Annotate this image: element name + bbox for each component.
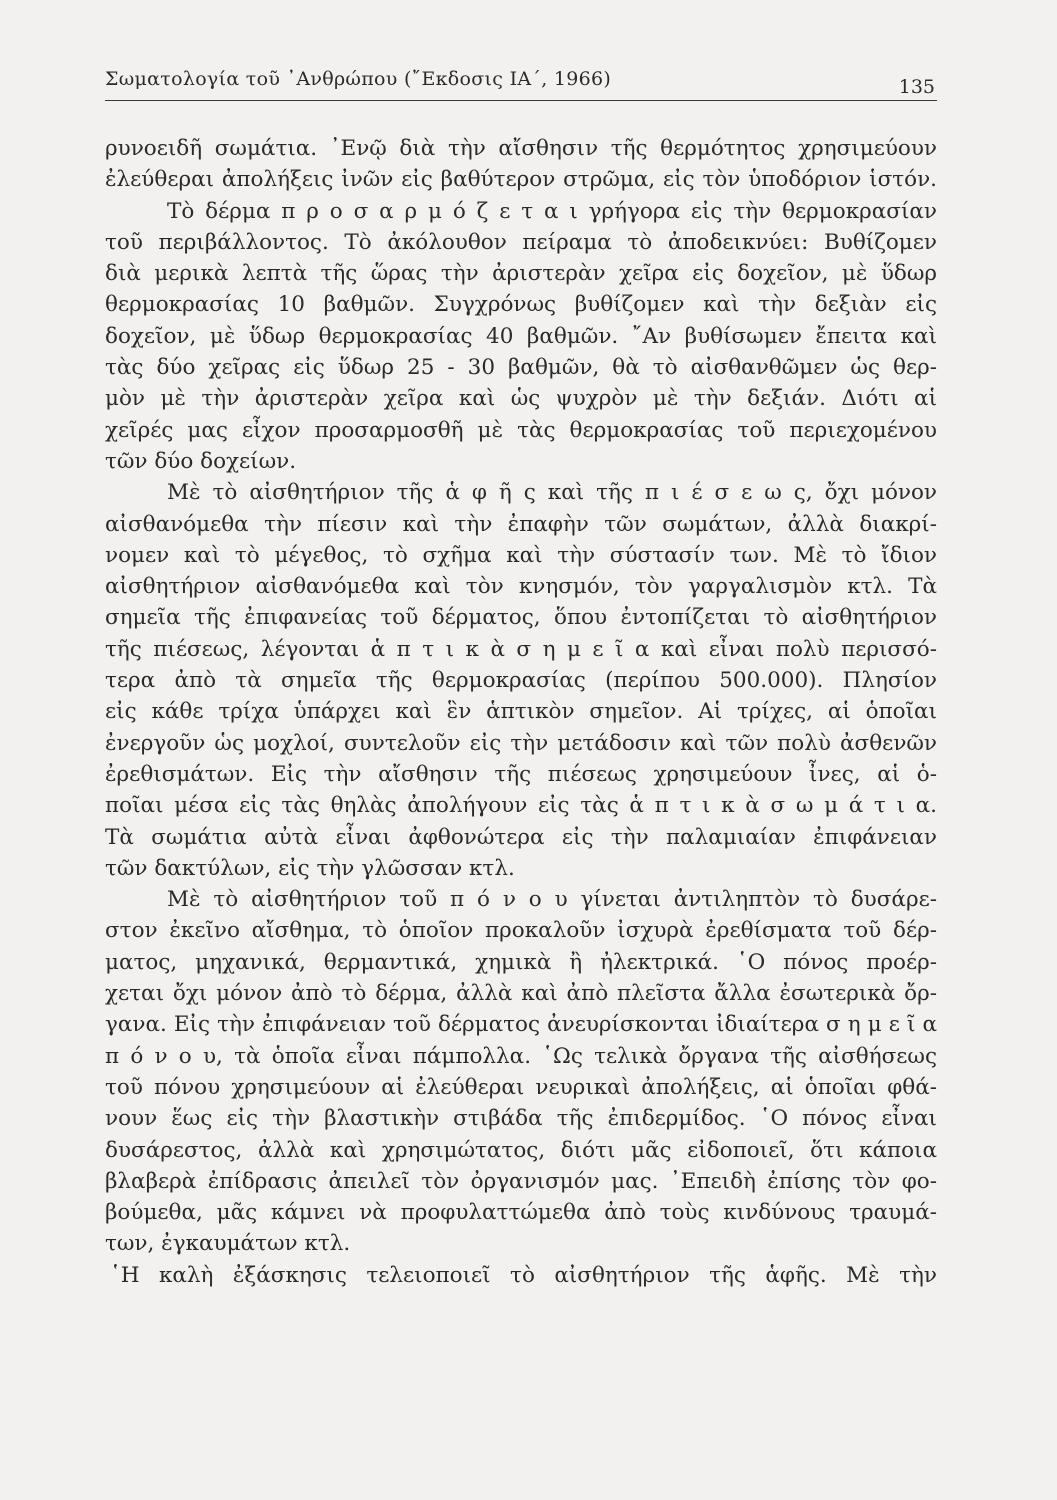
- body-text: [105, 133, 937, 1291]
- text-line: ῾Η καλὴ ἐξάσκησις τελειοποιεῖ τὸ αἰσθητήριον τῆς ἁφῆς. Μὲ τὴν: [110, 1262, 937, 1288]
- text-line: ποῖαι μέσα εἰς τὰς θηλὰς ἀπολήγουν εἰς τὰς ἁ π τ ι κ ὰ σ ω μ ά τ ι α.: [105, 793, 937, 819]
- text-line: δυσάρεστος, ἀλλὰ καὶ χρησιμώτατος, διότι μᾶς εἰδοποιεῖ, ὅτι κάποια: [105, 1137, 937, 1163]
- text-line: χεται ὄχι μόνον ἀπὸ τὸ δέρμα, ἀλλὰ καὶ ἀπὸ πλεῖστα ἄλλα ἐσωτερικὰ ὄρ-: [105, 981, 937, 1007]
- text-line: διὰ μερικὰ λεπτὰ τῆς ὥρας τὴν ἀριστερὰν χεῖρα εἰς δοχεῖον, μὲ ὕδωρ: [105, 261, 937, 287]
- text-line: αἰσθανόμεθα τὴν πίεσιν καὶ τὴν ἐπαφὴν τῶν σωμάτων, ἀλλὰ διακρί-: [105, 511, 937, 537]
- text-line: ἐρεθισμάτων. Εἰς τὴν αἴσθησιν τῆς πιέσεως χρησιμεύουν ἶνες, αἱ ὁ-: [105, 761, 937, 787]
- text-line: χεῖρές μας εἶχον προσαρμοσθῆ μὲ τὰς θερμοκρασίας τοῦ περιεχομένου: [105, 417, 937, 443]
- text-line: σημεῖα τῆς ἐπιφανείας τοῦ δέρματος, ὅπου ἐντοπίζεται τὸ αἰσθητήριον: [105, 605, 937, 631]
- text-line: νουν ἕως εἰς τὴν βλαστικὴν στιβάδα τῆς ἐπιδερμίδος. ῾Ο πόνος εἶναι: [105, 1106, 937, 1132]
- text-line: ἐλεύθεραι ἀπολήξεις ἰνῶν εἰς βαθύτερον στρῶμα, εἰς τὸν ὑποδόριον ἱστόν.: [105, 167, 937, 193]
- text-line: τερα ἀπὸ τὰ σημεῖα τῆς θερμοκρασίας (περίπου 500.000). Πλησίον: [105, 668, 937, 694]
- text-line: αἰσθητήριον αἰσθανόμεθα καὶ τὸν κνησμόν, τὸν γαργαλισμὸν κτλ. Τὰ: [105, 574, 937, 600]
- text-line: ματος, μηχανικά, θερμαντικά, χημικὰ ἢ ἠλεκτρικά. ῾Ο πόνος προέρ-: [105, 949, 937, 975]
- text-line: Τὰ σωμάτια αὐτὰ εἶναι ἀφθονώτερα εἰς τὴν παλαμιαίαν ἐπιφάνειαν: [105, 824, 937, 850]
- text-line: δοχεῖον, μὲ ὕδωρ θερμοκρασίας 40 βαθμῶν. ῎Αν βυθίσωμεν ἔπειτα καὶ: [105, 323, 937, 349]
- text-line: ρυνοειδῆ σωμάτια. ᾿Ενῷ διὰ τὴν αἴσθησιν τῆς θερμότητος χρησιμεύουν: [105, 136, 937, 161]
- text-line: γανα. Εἰς τὴν ἐπιφάνειαν τοῦ δέρματος ἀνευρίσκονται ἰδιαίτερα σ η μ ε ῖ α: [105, 1012, 937, 1038]
- text-line: τοῦ περιβάλλοντος. Τὸ ἀκόλουθον πείραμα τὸ ἀποδεικνύει: Βυθίζομεν: [105, 229, 937, 255]
- text-line: στον ἐκεῖνο αἴσθημα, τὸ ὁποῖον προκαλοῦν ἰσχυρὰ ἐρεθίσματα τοῦ δέρ-: [105, 918, 937, 944]
- text-line: Μὲ τὸ αἰσθητήριον τοῦ π ό ν ο υ γίνεται ἀντιληπτὸν τὸ δυσάρε-: [167, 887, 937, 913]
- text-line: εἰς κάθε τρίχα ὑπάρχει καὶ ἓν ἁπτικὸν σημεῖον. Αἱ τρίχες, αἱ ὁποῖαι: [105, 699, 937, 725]
- text-line: των, ἐγκαυμάτων κτλ.: [105, 1231, 351, 1257]
- running-header: [105, 60, 937, 101]
- text-line: Μὲ τὸ αἰσθητήριον τῆς ἁ φ ῆ ς καὶ τῆς π ι έ σ ε ω ς, ὄχι μόνον: [167, 480, 937, 506]
- text-line: βούμεθα, μᾶς κάμνει νὰ προφυλαττώμεθα ἀπὸ τοὺς κινδύνους τραυμά-: [105, 1200, 937, 1226]
- running-title: Σωματολογία τοῦ ᾿Ανθρώπου (῎Εκδοσις ΙΑ΄, 1966): [105, 68, 612, 90]
- text-line: θερμοκρασίας 10 βαθμῶν. Συγχρόνως βυθίζομεν καὶ τὴν δεξιὰν εἰς: [105, 292, 937, 318]
- page-number: 135: [898, 76, 935, 98]
- text-line: τῶν δύο δοχείων.: [105, 448, 297, 474]
- text-line: τῶν δακτύλων, εἰς τὴν γλῶσσαν κτλ.: [105, 855, 515, 881]
- text-line: π ό ν ο υ, τὰ ὁποῖα εἶναι πάμπολλα. ῾Ως τελικὰ ὄργανα τῆς αἰσθήσεως: [105, 1043, 937, 1069]
- text-line: Τὸ δέρμα π ρ ο σ α ρ μ ό ζ ε τ α ι γρήγορα εἰς τὴν θερμοκρασίαν: [167, 198, 937, 224]
- text-line: τῆς πιέσεως, λέγονται ἁ π τ ι κ ὰ σ η μ ε ῖ α καὶ εἶναι πολὺ περισσό-: [105, 636, 937, 662]
- text-line: νομεν καὶ τὸ μέγεθος, τὸ σχῆμα καὶ τὴν σύστασίν των. Μὲ τὸ ἴδιον: [105, 542, 937, 568]
- text-line: τοῦ πόνου χρησιμεύουν αἱ ἐλεύθεραι νευρικαὶ ἀπολήξεις, αἱ ὁποῖαι φθά-: [105, 1074, 937, 1100]
- text-line: βλαβερὰ ἐπίδρασις ἀπειλεῖ τὸν ὀργανισμόν μας. ᾿Επειδὴ ἐπίσης τὸν φο-: [105, 1168, 937, 1194]
- text-line: ἐνεργοῦν ὡς μοχλοί, συντελοῦν εἰς τὴν μετάδοσιν καὶ τῶν πολὺ ἀσθενῶν: [105, 730, 937, 756]
- text-line: μὸν μὲ τὴν ἀριστερὰν χεῖρα καὶ ὡς ψυχρὸν μὲ τὴν δεξιάν. Διότι αἱ: [105, 386, 937, 412]
- text-line: τὰς δύο χεῖρας εἰς ὕδωρ 25 - 30 βαθμῶν, θὰ τὸ αἰσθανθῶμεν ὡς θερ-: [105, 355, 937, 381]
